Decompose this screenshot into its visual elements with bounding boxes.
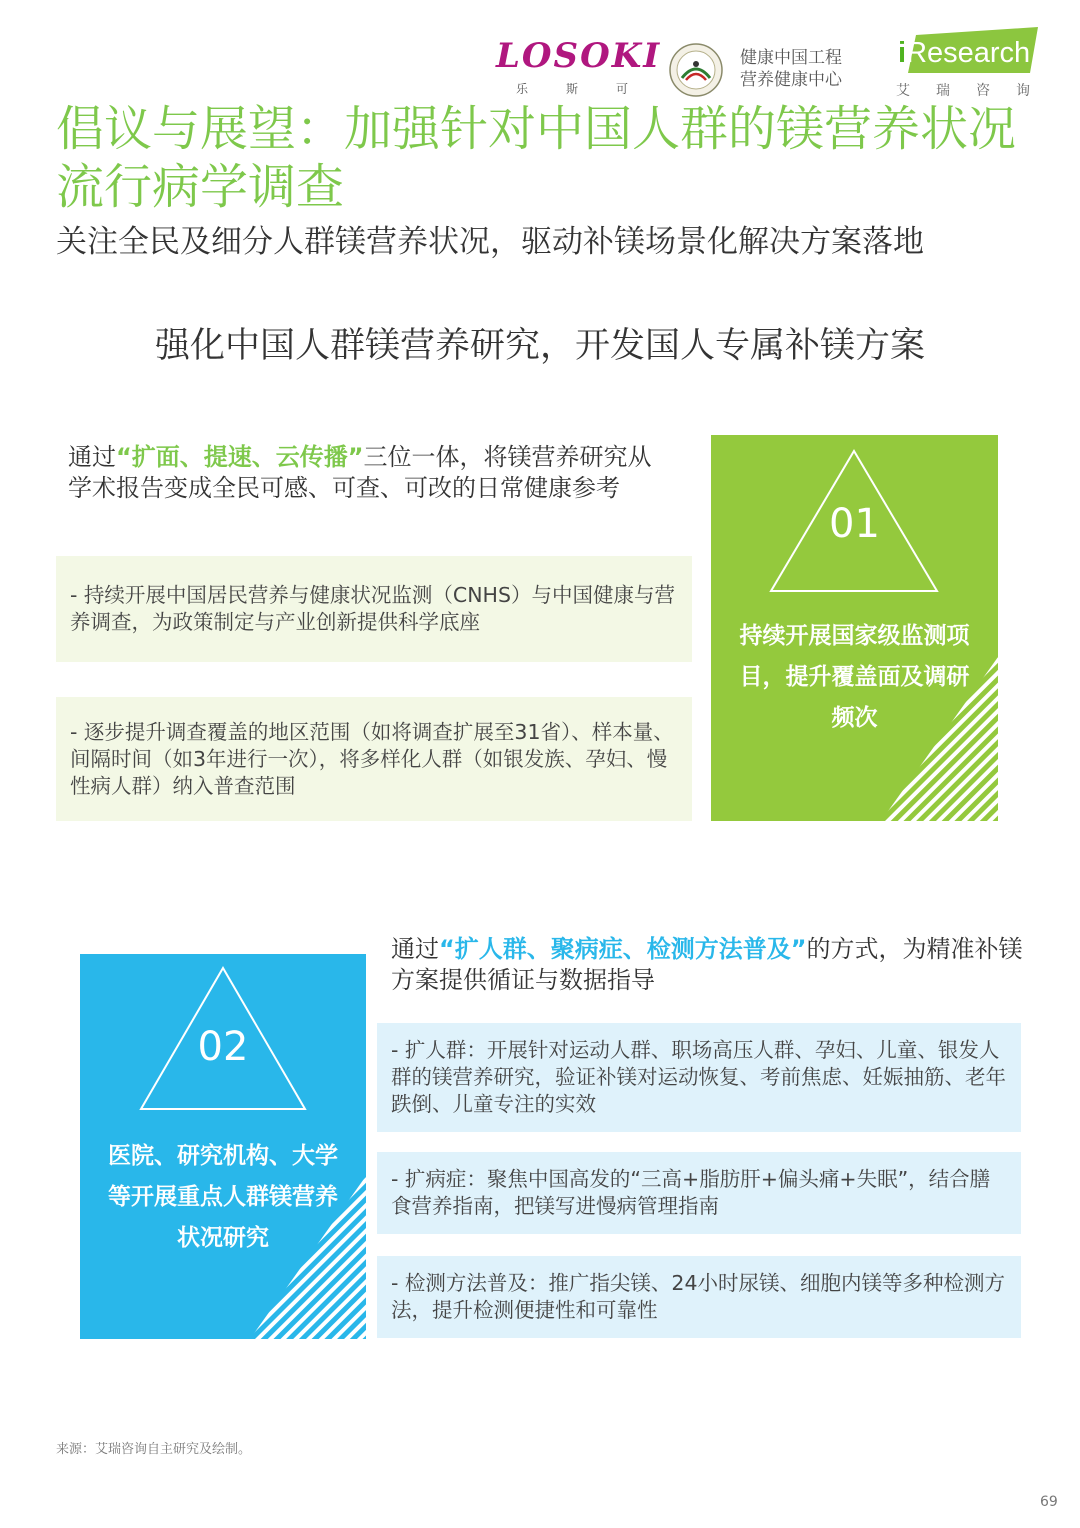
block1-intro-highlight: “扩面、提速、云传播” (116, 443, 364, 471)
center-name-line1: 健康中国工程 (740, 48, 842, 68)
iresearch-cn-name: 艾瑞咨询 (896, 83, 1056, 99)
block2-intro (391, 934, 1031, 996)
source-note: 来源：艾瑞咨询自主研究及绘制。 (56, 1442, 252, 1457)
center-name-line2: 营养健康中心 (740, 70, 842, 90)
page-title: 倡议与展望：加强针对中国人群的镁营养状况流行病学调查 (56, 101, 1017, 215)
page-number: 69 (1040, 1494, 1058, 1510)
block2-card-number: 02 (197, 1024, 249, 1070)
block2-intro-suffix: 的方式，为精准补镁方案提供循证与数据指导 (391, 935, 1023, 994)
block1-intro (68, 442, 668, 504)
nutrition-center-emblem-icon (668, 42, 724, 98)
block1-item: - 持续开展中国居民营养与健康状况监测（CNHS）与中国健康与营养调查，为政策制定与产业创新提供科学底座 (56, 556, 692, 662)
block1-card-number: 01 (829, 501, 880, 547)
block1-intro-suffix: 三位一体，将镁营养研究从学术报告变成全民可感、可查、可改的日常健康参考 (68, 443, 652, 502)
losoki-logo (496, 36, 667, 97)
block1-card (711, 435, 998, 821)
block2-item: - 扩人群：开展针对运动人群、职场高压人群、孕妇、儿童、银发人群的镁营养研究，验证补镁对运动恢复、考前焦虑、妊娠抽筋、老年跌倒、儿童专注的实效 (377, 1023, 1021, 1132)
block2-intro-highlight: “扩人群、聚病症、检测方法普及” (439, 935, 807, 963)
section-title: 强化中国人群镁营养研究，开发国人专属补镁方案 (154, 326, 925, 366)
block2-item: - 扩病症：聚焦中国高发的“三高+脂肪肝+偏头痛+失眠”，结合膳食营养指南，把镁写进慢病管理指南 (377, 1152, 1021, 1234)
iresearch-logo (894, 27, 1044, 75)
page-subtitle: 关注全民及细分人群镁营养状况，驱动补镁场景化解决方案落地 (56, 224, 924, 260)
block2-card (80, 954, 366, 1339)
block1-card-text: 持续开展国家级监测项目，提升覆盖面及调研频次 (739, 623, 970, 731)
iresearch-i: i (898, 37, 907, 69)
losoki-cn-name: 乐斯可 (516, 82, 667, 96)
nutrition-center-name (740, 47, 842, 91)
block2-card-text: 医院、研究机构、大学等开展重点人群镁营养状况研究 (108, 1143, 338, 1251)
iresearch-brand: Research (906, 37, 1031, 69)
block2-intro-prefix: 通过 (391, 935, 439, 963)
block2-item: - 检测方法普及：推广指尖镁、24小时尿镁、细胞内镁等多种检测方法，提升检测便捷性和可靠性 (377, 1256, 1021, 1338)
losoki-brand: LOSOKI (496, 36, 662, 76)
block1-intro-prefix: 通过 (68, 443, 116, 471)
block1-item: - 逐步提升调查覆盖的地区范围（如将调查扩展至31省）、样本量、间隔时间（如3年进行一次），将多样化人群（如银发族、孕妇、慢性病人群）纳入普查范围 (56, 697, 692, 821)
